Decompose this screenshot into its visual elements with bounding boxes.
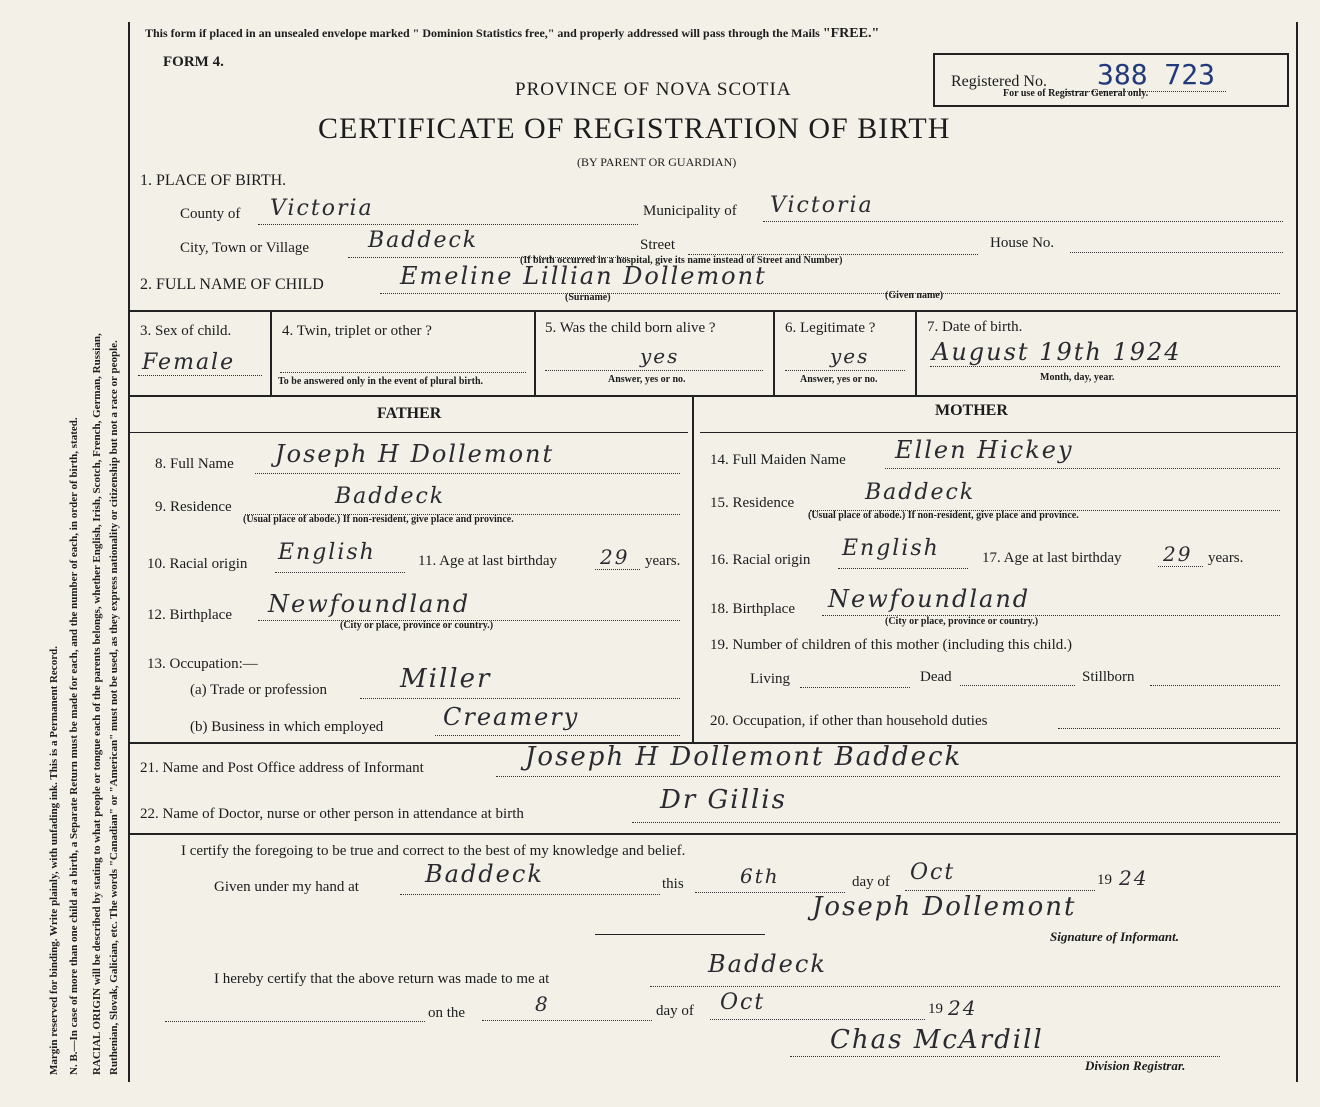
right-border bbox=[1296, 22, 1298, 1082]
father-birthplace-note: (City or place, province or country.) bbox=[340, 620, 494, 631]
county-label: County of bbox=[180, 206, 241, 222]
sex-label: 3. Sex of child. bbox=[140, 323, 232, 339]
informant-signature-label: Signature of Informant. bbox=[1050, 929, 1179, 944]
registrar-place-value: Baddeck bbox=[708, 950, 827, 978]
father-age-value: 29 bbox=[600, 545, 630, 569]
house-no-label: House No. bbox=[990, 235, 1055, 251]
registrar-signature: Chas McArdill bbox=[830, 1025, 1044, 1055]
twin-note: To be answered only in the event of plural birth. bbox=[278, 376, 484, 387]
this-label: this bbox=[662, 876, 684, 892]
father-name-label: 8. Full Name bbox=[155, 456, 234, 472]
mother-heading: MOTHER bbox=[935, 402, 1008, 419]
born-alive-label: 5. Was the child born alive ? bbox=[545, 320, 716, 336]
surname-note: (Surname) bbox=[565, 292, 611, 303]
father-birthplace-label: 12. Birthplace bbox=[147, 607, 232, 623]
legitimate-label: 6. Legitimate ? bbox=[785, 320, 876, 336]
child-name-value: Emeline Lillian Dollemont bbox=[400, 262, 767, 290]
doctor-value: Dr Gillis bbox=[660, 785, 787, 815]
mail-notice: This form if placed in an unsealed envelope marked " Dominion Statistics free," and properly addressed will pass through the Mails "FREE." bbox=[145, 26, 880, 41]
margin-binding-note: Margin reserved for binding. Write plainly, with unfading ink. This is a Permanent Record. bbox=[48, 646, 60, 1075]
certify-day-value: 6th bbox=[740, 864, 780, 888]
given-name-note: (Given name) bbox=[885, 290, 944, 301]
certify-year-prefix: 19 bbox=[1097, 872, 1112, 888]
given-place-value: Baddeck bbox=[425, 860, 544, 888]
dob-label: 7. Date of birth. bbox=[927, 319, 1023, 335]
born-alive-value: yes bbox=[640, 344, 680, 368]
father-heading: FATHER bbox=[377, 405, 442, 422]
father-residence-label: 9. Residence bbox=[155, 499, 232, 515]
mother-age-value: 29 bbox=[1163, 542, 1193, 566]
father-racial-label: 10. Racial origin bbox=[147, 556, 248, 572]
certificate-title: CERTIFICATE OF REGISTRATION OF BIRTH bbox=[318, 112, 951, 145]
street-label: Street bbox=[640, 237, 675, 253]
children-count-label: 19. Number of children of this mother (including this child.) bbox=[710, 637, 1073, 653]
certify-year-value: 24 bbox=[1119, 866, 1149, 890]
mother-residence-value: Baddeck bbox=[865, 480, 976, 505]
doctor-label: 22. Name of Doctor, nurse or other person in attendance at birth bbox=[140, 806, 524, 822]
margin-racial-note-2: Ruthenian, Slovak, Galician, etc. The words "Canadian" or "American" must not be used, as they express nationality or citizenship but not a race or people. bbox=[108, 340, 120, 1075]
registrar-signature-label: Division Registrar. bbox=[1085, 1058, 1186, 1073]
certify-day-of-label: day of bbox=[852, 874, 890, 890]
municipality-value: Victoria bbox=[770, 193, 874, 218]
mother-residence-note: (Usual place of abode.) If non-resident, give place and province. bbox=[808, 510, 1079, 521]
informant-label: 21. Name and Post Office address of Informant bbox=[140, 760, 424, 776]
mother-name-value: Ellen Hickey bbox=[895, 436, 1074, 464]
father-racial-value: English bbox=[278, 540, 376, 565]
dob-value: August 19th 1924 bbox=[932, 338, 1182, 366]
child-name-label: 2. FULL NAME OF CHILD bbox=[140, 276, 324, 293]
left-border bbox=[128, 22, 130, 1082]
father-residence-note: (Usual place of abode.) If non-resident, give place and province. bbox=[243, 514, 514, 525]
mother-birthplace-value: Newfoundland bbox=[828, 585, 1031, 613]
informant-signature: Joseph Dollemont bbox=[812, 892, 1077, 922]
registrar-day-of-label: day of bbox=[656, 1003, 694, 1019]
certify-text: I certify the foregoing to be true and correct to the best of my knowledge and belief. bbox=[181, 843, 686, 859]
city-label: City, Town or Village bbox=[180, 240, 310, 256]
province-heading: PROVINCE OF NOVA SCOTIA bbox=[515, 79, 792, 100]
county-value: Victoria bbox=[270, 196, 374, 221]
place-of-birth-heading: 1. PLACE OF BIRTH. bbox=[140, 172, 287, 189]
registrar-on-label: on the bbox=[428, 1005, 466, 1021]
father-age-label: 11. Age at last birthday bbox=[418, 553, 557, 569]
mother-birthplace-label: 18. Birthplace bbox=[710, 601, 795, 617]
father-age-unit: years. bbox=[645, 553, 681, 569]
certify-month-value: Oct bbox=[910, 860, 956, 885]
city-value: Baddeck bbox=[368, 228, 479, 253]
registrar-year-prefix: 19 bbox=[928, 1001, 943, 1017]
legitimate-note: Answer, yes or no. bbox=[800, 374, 878, 385]
municipality-label: Municipality of bbox=[643, 203, 737, 219]
registered-number-box bbox=[933, 53, 1289, 107]
father-name-value: Joseph H Dollemont bbox=[275, 440, 555, 468]
registrar-day-value: 8 bbox=[535, 992, 550, 1016]
sex-value: Female bbox=[142, 350, 236, 375]
father-birthplace-value: Newfoundland bbox=[268, 590, 471, 618]
trade-label: (a) Trade or profession bbox=[190, 682, 328, 698]
mother-birthplace-note: (City or place, province or country.) bbox=[885, 616, 1039, 627]
twin-label: 4. Twin, triplet or other ? bbox=[282, 323, 432, 339]
trade-value: Miller bbox=[400, 664, 492, 694]
born-alive-note: Answer, yes or no. bbox=[608, 374, 686, 385]
business-value: Creamery bbox=[443, 703, 580, 731]
mother-residence-label: 15. Residence bbox=[710, 495, 795, 511]
dead-label: Dead bbox=[920, 669, 952, 685]
mother-racial-label: 16. Racial origin bbox=[710, 552, 811, 568]
certificate-subtitle: (BY PARENT OR GUARDIAN) bbox=[577, 155, 737, 169]
living-label: Living bbox=[750, 671, 790, 687]
mother-name-label: 14. Full Maiden Name bbox=[710, 452, 846, 468]
registrar-general-note: For use of Registrar General only. bbox=[1003, 88, 1149, 99]
given-label: Given under my hand at bbox=[214, 879, 359, 895]
father-occupation-label: 13. Occupation:— bbox=[147, 656, 258, 672]
mother-age-unit: years. bbox=[1208, 550, 1244, 566]
mother-racial-value: English bbox=[842, 536, 940, 561]
registrar-text: I hereby certify that the above return was made to me at bbox=[214, 971, 550, 987]
father-residence-value: Baddeck bbox=[335, 484, 446, 509]
mother-occupation-label: 20. Occupation, if other than household duties bbox=[710, 713, 988, 729]
margin-nb-note: N. B.—In case of more than one child at a birth, a Separate Return must be made for each, and the number of each, in order of birth, stated. bbox=[68, 417, 80, 1075]
business-label: (b) Business in which employed bbox=[190, 719, 384, 735]
registered-number: 388 723 bbox=[1097, 58, 1216, 91]
registrar-month-value: Oct bbox=[720, 990, 766, 1015]
hospital-note: (If birth occurred in a hospital, give its name instead of Street and Number) bbox=[520, 255, 843, 266]
stillborn-label: Stillborn bbox=[1082, 669, 1135, 685]
margin-racial-note: RACIAL ORIGIN will be described by stating to what people or tongue each of the parents belongs, whether English, Irish, Scotch, French, German, Russian, bbox=[91, 333, 103, 1075]
registered-label: Registered No. bbox=[951, 73, 1047, 90]
dob-note: Month, day, year. bbox=[1040, 372, 1115, 383]
form-number: FORM 4. bbox=[163, 54, 224, 70]
mother-age-label: 17. Age at last birthday bbox=[982, 550, 1122, 566]
informant-value: Joseph H Dollemont Baddeck bbox=[525, 742, 963, 772]
legitimate-value: yes bbox=[830, 344, 870, 368]
registrar-year-value: 24 bbox=[948, 996, 978, 1020]
